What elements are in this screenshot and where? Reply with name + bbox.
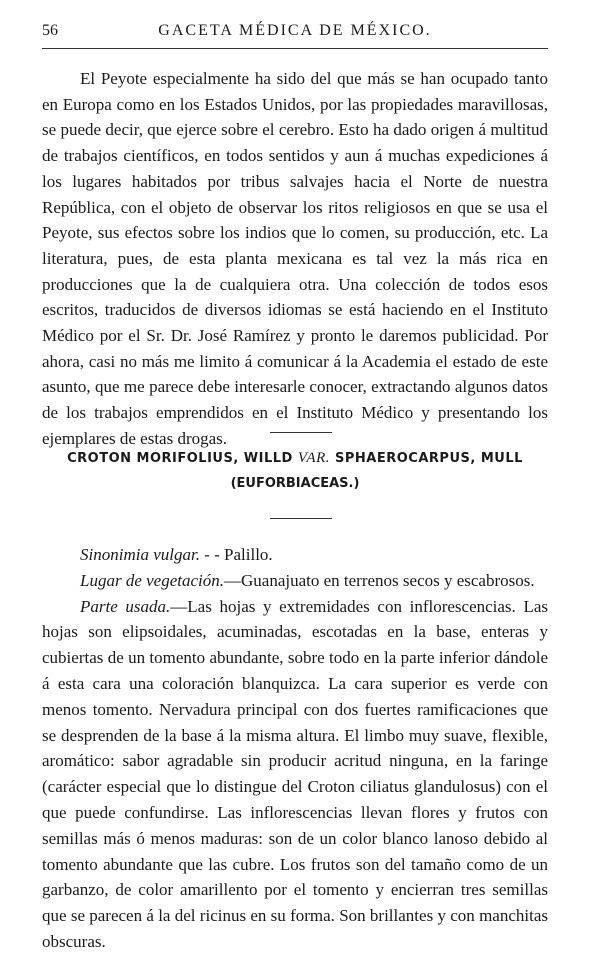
lugar-label: Lugar de vegetación. <box>80 570 224 590</box>
species-name: CROTON MORIFOLIUS, WILLD <box>67 451 293 466</box>
section-divider <box>270 432 332 433</box>
page-number: 56 <box>42 22 58 39</box>
variety-name: SPHAEROCARPUS, MULL <box>335 451 523 466</box>
species-description <box>42 542 548 955</box>
parte-value: —Las hojas y extremidades con inflorescencias. Las hojas son elipsoidales, acuminadas, escotadas en la base, enteras y cubiertas de un tomento abundante, sobre todo en la parte inferior dándole á esta cara una coloración blanquizca. La cara superior es verde con menos tomento. Nervadura principal con dos fuertes ramificaciones que se desprenden de la base á la misma altura. El limbo muy suave, flexible, aromático: sabor agradable sin producir acritud ninguna, en la faringe (carácter especial que lo distingue del Croton ciliatus glandulosus) con el que puede confundirse. Las inflorescencias llevan flores y frutos con semillas más ó menos maduras: son de un color blanco lanoso debido al tomento abundante que las cubre. Los frutos son del tamaño como de un garbanzo, de color amarillento por el tomento y encierran tres semillas que se parecen á la del ricinus en su forma. Son brillantes y con manchitas obscuras. <box>42 596 548 951</box>
intro-paragraph: El Peyote especialmente ha sido del que más se han ocupado tanto en Europa como en los Estados Unidos, por las propiedades maravillosas, se puede decir, que ejerce sobre el cerebro. Esto ha dado origen á multitud de trabajos científicos, en todos sentidos y aun á muchas expediciones á los lugares habitados por tribus salvajes hacia el Norte de nuestra República, con el objeto de observar los ritos religiosos en que se usa el Peyote, sus efectos sobre los indios que lo comen, su producción, etc. La literatura, pues, de esta planta mexicana es tal vez la más rica en producciones que la de cualquiera otra. Una colección de todos esos escritos, traducidos de diversos idiomas se está haciendo en el Instituto Médico por el Sr. Dr. José Ramírez y pronto le daremos publicidad. Por ahora, casi no más me limito á comunicar á la Academia el estado de este asunto, que me parece debe interesarle conocer, extractando algunos datos de los trabajos emprendidos en el Instituto Médico y presentando los ejemplares de estas drogas. <box>42 69 548 448</box>
sinonimia-label: Sinonimia vulgar. <box>80 545 200 564</box>
section-title <box>42 450 548 467</box>
lugar-value: —Guanajuato en terrenos secos y escabrosos. <box>224 570 535 590</box>
running-header <box>42 20 548 49</box>
journal-title: GACETA MÉDICA DE MÉXICO. <box>158 22 432 39</box>
variety-abbrev: VAR. <box>297 450 330 466</box>
parte-label: Parte usada. <box>80 596 171 616</box>
sinonimia-value: - - Palillo. <box>204 545 273 564</box>
section-divider-2 <box>270 518 332 519</box>
parte-paragraph <box>42 594 548 955</box>
sinonimia-line <box>42 542 548 568</box>
lugar-line <box>42 568 548 594</box>
section-family: (EUFORBIACEAS.) <box>230 476 360 491</box>
